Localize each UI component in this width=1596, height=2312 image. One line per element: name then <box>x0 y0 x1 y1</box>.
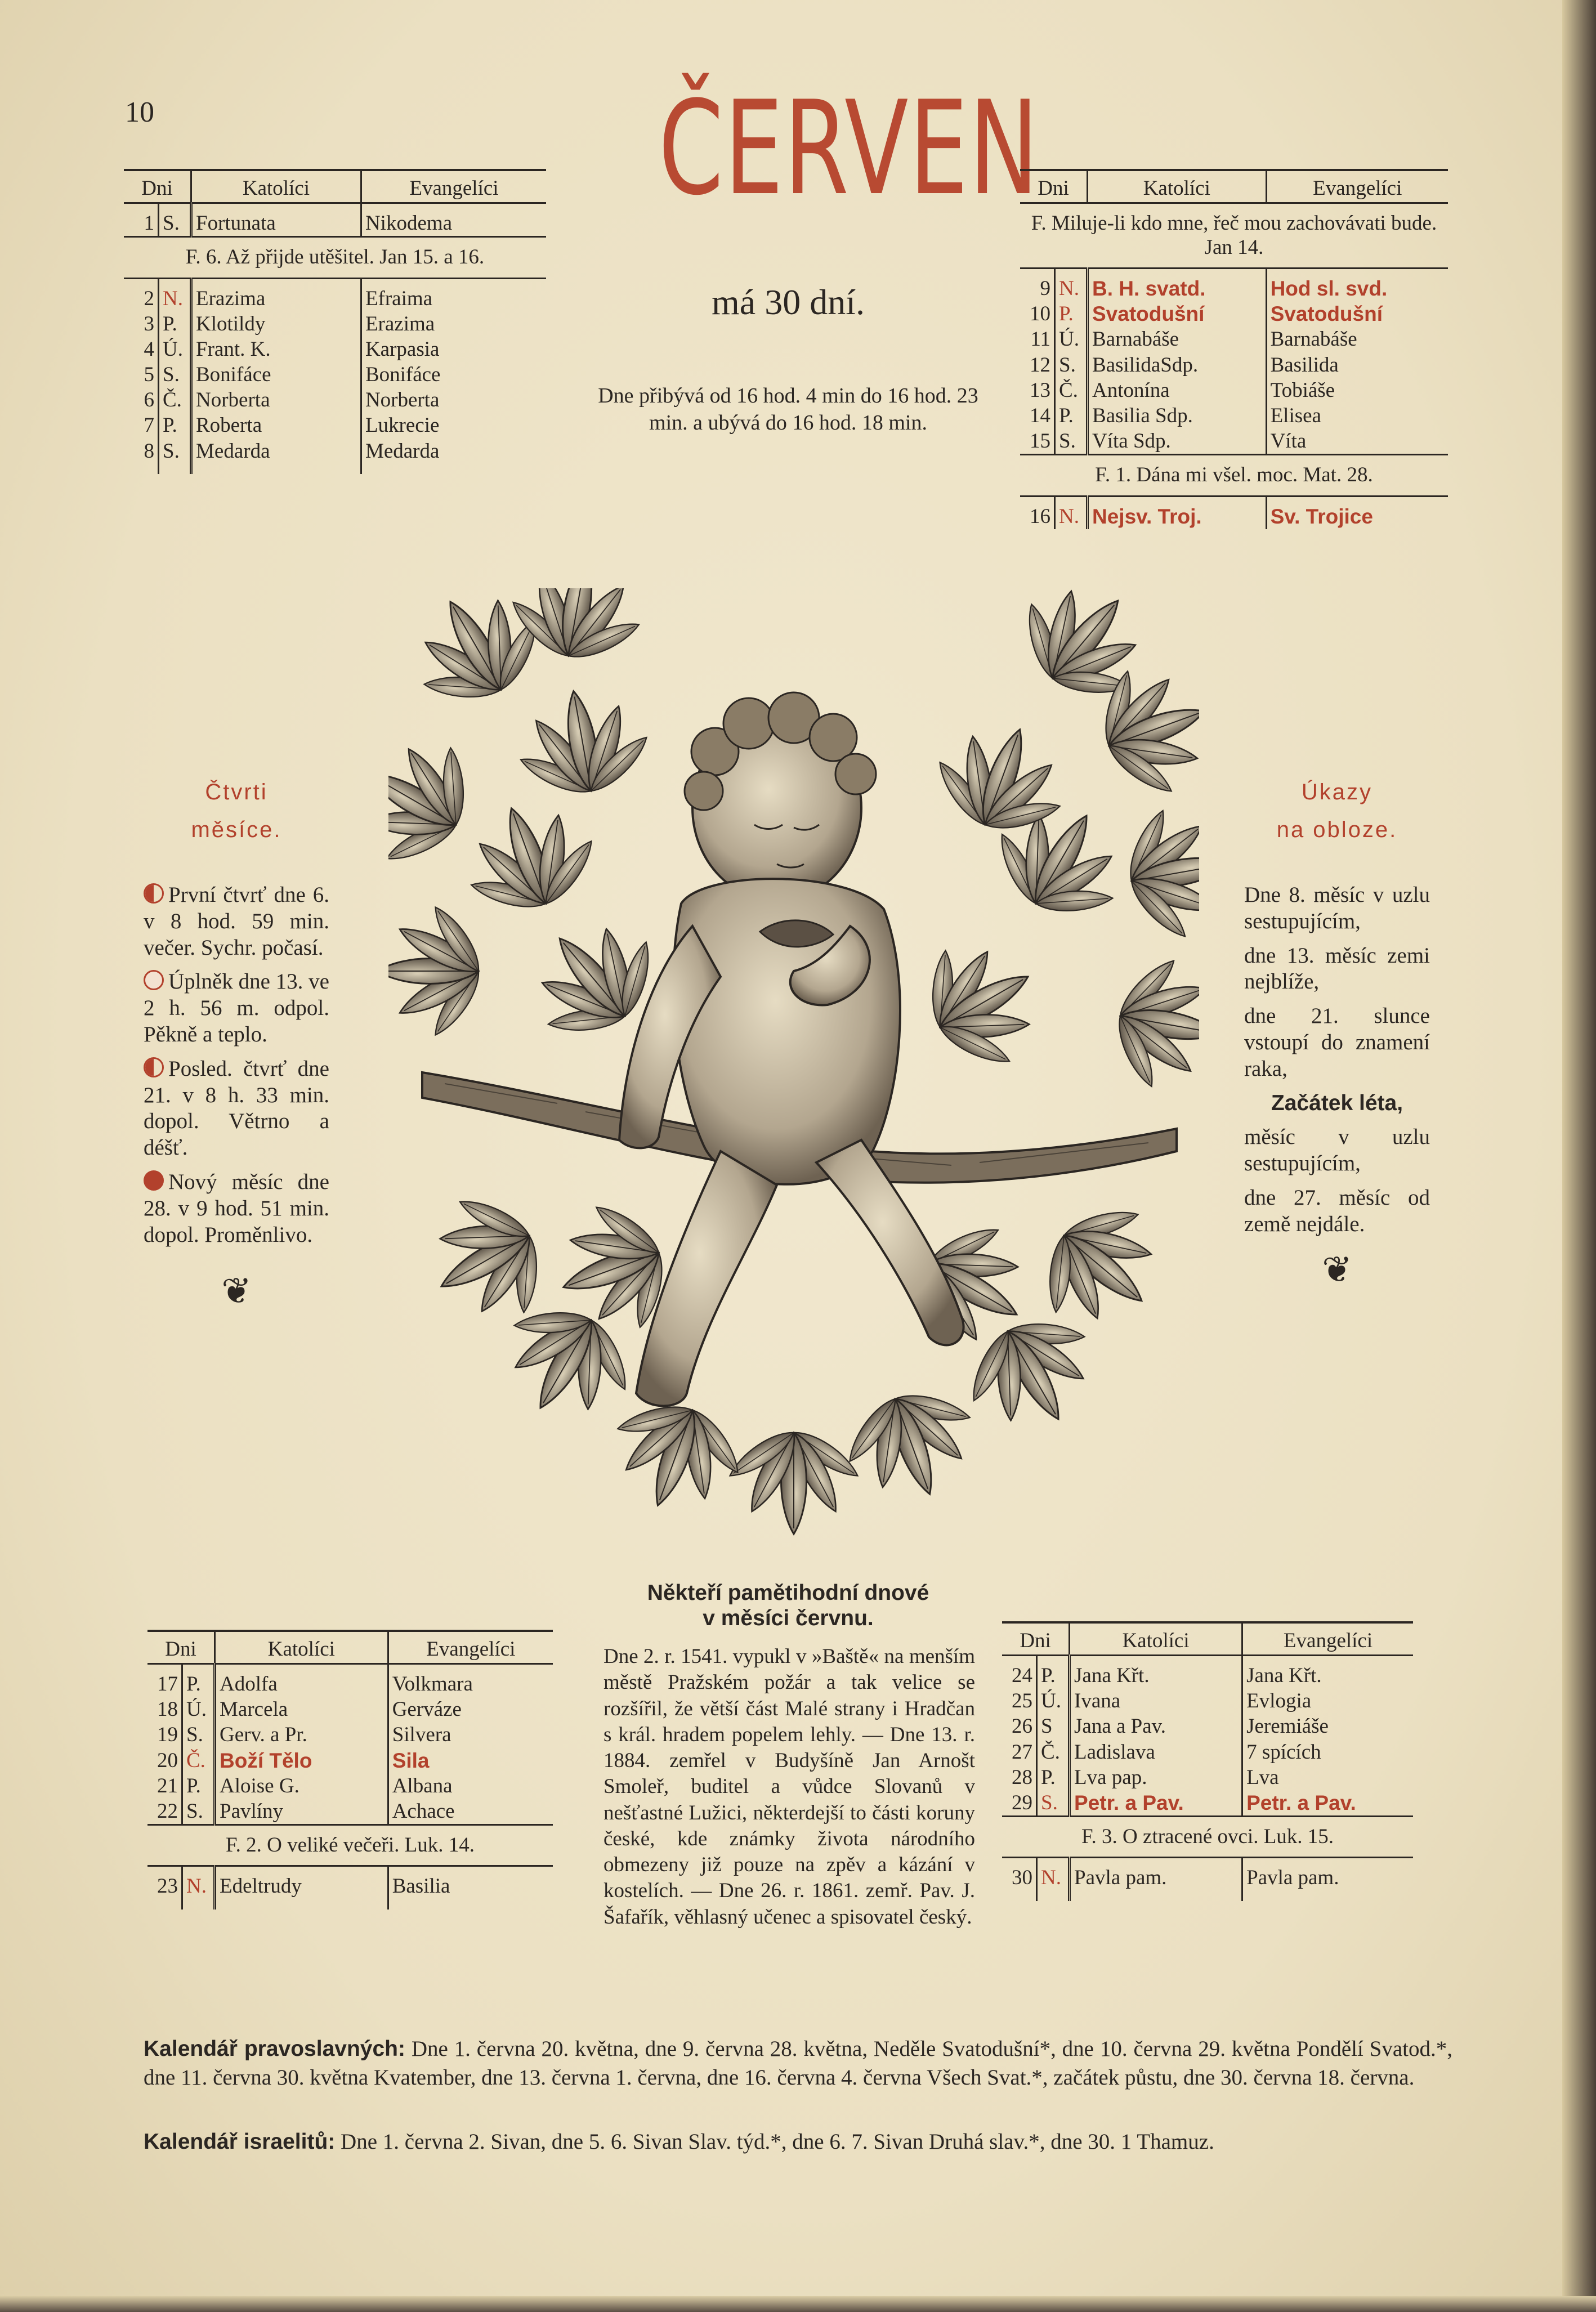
weekday: P. <box>182 1664 215 1697</box>
evangelic-name: Svatodušní <box>1266 301 1448 327</box>
catholic-name: Bonifáce <box>191 362 361 387</box>
evangelic-name: Efraima <box>361 278 546 311</box>
weekday: P. <box>182 1773 215 1799</box>
evangelic-name: Lva <box>1242 1765 1413 1790</box>
table-row <box>1002 1739 1413 1765</box>
catholic-name: Petr. a Pav. <box>1070 1790 1242 1817</box>
day-number: 4 <box>144 338 154 361</box>
catholic-name: Pavlíny <box>215 1799 388 1825</box>
table-row <box>124 362 546 387</box>
catholic-name: Jana a Pav. <box>1070 1714 1242 1739</box>
weekday: P. <box>1037 1765 1070 1790</box>
col-catholic: Katolíci <box>1088 170 1267 203</box>
evangelic-name: Lukrecie <box>361 413 546 438</box>
day-number: 29 <box>1012 1791 1032 1814</box>
table-row <box>1002 1688 1413 1714</box>
col-evangelic: Evangelíci <box>1242 1622 1413 1656</box>
leaf-cluster <box>918 706 1085 856</box>
evangelic-name: Albana <box>388 1773 553 1799</box>
evangelic-name: Norberta <box>361 387 546 413</box>
gospel-note: F. 2. O veliké večeři. Luk. 14. <box>147 1824 553 1866</box>
evangelic-name: Hod sl. svd. <box>1266 269 1448 302</box>
table-row <box>124 413 546 438</box>
col-catholic: Katolíci <box>1070 1622 1242 1656</box>
weekday: N. <box>1037 1858 1070 1891</box>
page-edge-bottom <box>0 2296 1596 2312</box>
catholic-name: Jana Křt. <box>1070 1656 1242 1689</box>
evangelic-name: Barnabáše <box>1266 327 1448 352</box>
leaf-cluster <box>898 917 1062 1092</box>
evangelic-name: Volkmara <box>388 1664 553 1697</box>
day-number: 16 <box>1030 504 1050 528</box>
memorable-title <box>602 1581 974 1631</box>
evangelic-name: Medarda <box>361 439 546 464</box>
table-row <box>1002 1656 1413 1689</box>
day-number: 18 <box>157 1698 178 1721</box>
gospel-note: F. 6. Až přijde utěšitel. Jan 15. a 16. <box>124 237 546 279</box>
first-quarter-icon <box>144 883 164 904</box>
calendar-table-2 <box>1020 169 1448 529</box>
table-row <box>147 1664 553 1697</box>
catholic-name: Lva pap. <box>1070 1765 1242 1790</box>
memorable-title-line-1: Někteří pamětihodní dnové <box>647 1581 929 1605</box>
day-number: 17 <box>157 1672 178 1696</box>
day-number: 14 <box>1030 404 1050 427</box>
day-number: 13 <box>1030 378 1050 402</box>
col-days: Dni <box>1020 170 1088 203</box>
evangelic-name: Basilida <box>1266 352 1448 378</box>
sky-item: dne 13. měsíc zemi nejblíže, <box>1244 943 1430 994</box>
leaf-cluster <box>725 1425 863 1534</box>
table-row <box>147 1697 553 1722</box>
catholic-name: BasilidaSdp. <box>1088 352 1267 378</box>
weekday: S. <box>182 1799 215 1825</box>
leaf-cluster <box>481 1278 655 1442</box>
sky-heading-2: na obloze. <box>1276 817 1398 842</box>
catholic-name: Medarda <box>191 439 361 464</box>
evangelic-name: Silvera <box>388 1722 553 1747</box>
col-days: Dni <box>147 1631 215 1664</box>
catholic-name: Antonína <box>1088 378 1267 403</box>
moon-phase-first: První čtvrť dne 6. v 8 hod. 59 min. večer. Sychr. počasí. <box>144 883 329 960</box>
catholic-name: Svatodušní <box>1088 301 1267 327</box>
israelite-label: Kalendář israelitů: <box>144 2130 336 2154</box>
day-number: 24 <box>1012 1664 1032 1688</box>
catholic-name: Pavla pam. <box>1070 1858 1242 1891</box>
weekday: N. <box>1055 496 1088 529</box>
fleuron-icon: ❦ <box>221 1271 252 1312</box>
evangelic-name: Basilia <box>388 1866 553 1899</box>
leaf-cluster <box>446 785 614 935</box>
gospel-note: F. Miluje-li kdo mne, řeč mou zachovávati bude. Jan 14. <box>1020 203 1448 269</box>
col-catholic: Katolíci <box>191 170 361 203</box>
moon-phase-full: Úplněk dne 13. ve 2 h. 56 m. odpol. Pěkně a teplo. <box>144 969 329 1047</box>
catholic-name: Aloise G. <box>215 1773 388 1799</box>
calendar-table-1 <box>124 169 546 474</box>
memorable-title-line-2: v měsíci červnu. <box>703 1606 874 1630</box>
day-number: 30 <box>1012 1866 1032 1890</box>
evangelic-name: Erazima <box>361 311 546 337</box>
day-number: 7 <box>144 414 154 437</box>
table-row <box>1020 403 1448 428</box>
weekday: Ú. <box>182 1697 215 1722</box>
catholic-name: Boží Tělo <box>215 1748 388 1773</box>
day-number: 28 <box>1012 1765 1032 1789</box>
table-row <box>147 1773 553 1799</box>
orthodox-calendar <box>144 2035 1452 2092</box>
weekday: P. <box>1055 301 1088 327</box>
col-evangelic: Evangelíci <box>361 170 546 203</box>
day-number: 8 <box>144 439 154 463</box>
evangelic-name: Achace <box>388 1799 553 1825</box>
page-edge-right <box>1562 0 1596 2312</box>
catholic-name: Gerv. a Pr. <box>215 1722 388 1747</box>
catholic-name: Klotildy <box>191 311 361 337</box>
weekday: Ú. <box>1037 1688 1070 1714</box>
day-number: 10 <box>1030 302 1050 326</box>
weekday: P. <box>159 413 191 438</box>
table-row <box>1020 269 1448 302</box>
month-subtitle: má 30 dní. <box>712 282 865 322</box>
weekday: N. <box>159 278 191 311</box>
weekday: S. <box>1055 352 1088 378</box>
table-row <box>124 337 546 362</box>
weekday: S. <box>1037 1790 1070 1817</box>
col-evangelic: Evangelíci <box>388 1631 553 1664</box>
moon-phase-new: Nový měsíc dne 28. v 9 hod. 51 min. dopol. Proměnlivo. <box>144 1169 329 1247</box>
table-row <box>1002 1858 1413 1891</box>
leaf-cluster <box>388 714 498 889</box>
moon-heading-1: Čtvrti <box>205 780 268 804</box>
moon-phases <box>144 780 329 1312</box>
table-row <box>1002 1790 1413 1817</box>
table-row <box>1020 378 1448 403</box>
weekday: S. <box>159 203 191 237</box>
weekday: N. <box>182 1866 215 1899</box>
sky-phenomena <box>1244 780 1430 1291</box>
day-number: 9 <box>1040 277 1050 301</box>
evangelic-name: Petr. a Pav. <box>1242 1790 1413 1817</box>
new-moon-icon <box>144 1170 164 1191</box>
day-number: 21 <box>157 1774 178 1797</box>
weekday: S <box>1037 1714 1070 1739</box>
weekday: S. <box>182 1722 215 1747</box>
evangelic-name: Elisea <box>1266 403 1448 428</box>
table-row <box>147 1748 553 1773</box>
col-days: Dni <box>1002 1622 1070 1656</box>
catholic-name: Ivana <box>1070 1688 1242 1714</box>
sky-heading-1: Úkazy <box>1301 780 1373 804</box>
month-title: ČERVEN <box>658 74 1040 224</box>
day-number: 20 <box>157 1748 178 1772</box>
evangelic-name: Evlogia <box>1242 1688 1413 1714</box>
leaf-cluster <box>391 588 565 731</box>
israelite-calendar <box>144 2128 1452 2157</box>
leaf-cluster <box>388 902 486 1040</box>
day-number: 15 <box>1030 429 1050 453</box>
weekday: P. <box>1055 403 1088 428</box>
evangelic-name: Tobiáše <box>1266 378 1448 403</box>
evangelic-name: Jeremiáše <box>1242 1714 1413 1739</box>
evangelic-name: Jana Křt. <box>1242 1656 1413 1689</box>
day-number: 6 <box>144 388 154 412</box>
catholic-name: Roberta <box>191 413 361 438</box>
evangelic-name: Sila <box>388 1748 553 1773</box>
leaf-cluster <box>1101 946 1199 1102</box>
catholic-name: Basilia Sdp. <box>1088 403 1267 428</box>
moon-phase-last: Posled. čtvrť dne 21. v 8 h. 33 min. dopol. Větrno a déšť. <box>144 1056 329 1160</box>
weekday: Č. <box>1037 1739 1070 1765</box>
catholic-name: Adolfa <box>215 1664 388 1697</box>
calendar-table-3 <box>147 1630 553 1909</box>
catholic-name: Erazima <box>191 278 361 311</box>
table-row <box>124 387 546 413</box>
sky-item-summer: Začátek léta, <box>1271 1090 1403 1115</box>
sky-item: dne 21. slunce vstoupí do znamení raka, <box>1244 1004 1430 1081</box>
evangelic-name: Gerváze <box>388 1697 553 1722</box>
table-row <box>124 278 546 311</box>
weekday: Ú. <box>159 337 191 362</box>
sky-item: měsíc v uzlu sestupujícím, <box>1244 1125 1430 1176</box>
table-row <box>147 1866 553 1899</box>
leaf-cluster <box>828 1368 995 1518</box>
col-days: Dni <box>124 170 191 203</box>
evangelic-name: Karpasia <box>361 337 546 362</box>
cherub-illustration <box>388 588 1199 1540</box>
table-row <box>124 311 546 337</box>
day-number: 11 <box>1030 328 1050 351</box>
catholic-name: Norberta <box>191 387 361 413</box>
sky-item: dne 27. měsíc od země nejdále. <box>1244 1185 1430 1236</box>
full-moon-icon <box>144 970 164 990</box>
table-row <box>124 439 546 464</box>
day-number: 1 <box>144 212 154 235</box>
evangelic-name: Pavla pam. <box>1242 1858 1413 1891</box>
evangelic-name: Bonifáce <box>361 362 546 387</box>
table-row <box>124 203 546 237</box>
sky-item: Dne 8. měsíc v uzlu sestupujícím, <box>1244 883 1430 933</box>
weekday: S. <box>159 439 191 464</box>
weekday: Ú. <box>1055 327 1088 352</box>
weekday: S. <box>159 362 191 387</box>
weekday: S. <box>1055 428 1088 455</box>
day-number: 19 <box>157 1723 178 1747</box>
table-row <box>1020 301 1448 327</box>
catholic-name: Marcela <box>215 1697 388 1722</box>
table-row <box>1020 352 1448 378</box>
catholic-name: Fortunata <box>191 203 361 237</box>
calendar-table-4 <box>1002 1621 1413 1901</box>
evangelic-name: 7 spících <box>1242 1739 1413 1765</box>
col-evangelic: Evangelíci <box>1266 170 1448 203</box>
weekday: P. <box>159 311 191 337</box>
day-number: 5 <box>144 363 154 387</box>
weekday: N. <box>1055 269 1088 302</box>
fleuron-icon: ❦ <box>1322 1249 1352 1290</box>
table-row <box>147 1799 553 1825</box>
weekday: Č. <box>1055 378 1088 403</box>
day-number: 25 <box>1012 1689 1032 1713</box>
orthodox-text: Dne 1. června 20. května, dne 9. června 28. května, Neděle Svatodušní*, dne 10. června 29. května Pondělí Svatod.*, dne 11. června 30. května Kvatember, dne 13. června 1. června, dne 16. června 4. června Všech Svat.*, začátek půstu, dne 30. června 18. června. <box>144 2037 1453 2090</box>
day-number: 26 <box>1012 1715 1032 1738</box>
memorable-text: Dne 2. r. 1541. vypukl v »Baště« na menším městě Pražském požár a tak velice se rozšířil, že větší část Malé strany i Hradčan s král. hradem popelem lehly. — Dne 13. r. 1884. zemřel v Budyšíně Jan Arnošt Smoleř, buditel a vůdce Slovanů v nešťastné Lužici, některdejší to části koruny české, kde známky života národního obmezeny již pouze na zpěv a kázání v kostelích. — Dne 26. r. 1861. zemř. Pav. J. Šafařík, věhlasný učenec a spisovatel český. <box>603 1645 975 1929</box>
table-row <box>1020 428 1448 455</box>
day-number: 2 <box>144 287 154 310</box>
catholic-name: Nejsv. Troj. <box>1088 496 1267 529</box>
leaf-cluster <box>506 679 661 811</box>
weekday: P. <box>1037 1656 1070 1689</box>
table-row <box>1002 1714 1413 1739</box>
day-number: 12 <box>1030 353 1050 377</box>
evangelic-name: Nikodema <box>361 203 546 237</box>
leaf-cluster <box>1112 795 1199 951</box>
catholic-name: Víta Sdp. <box>1088 428 1267 455</box>
day-length-note: Dne přibývá od 16 hod. 4 min do 16 hod. 23 min. a ubývá do 16 hod. 18 min. <box>598 384 978 435</box>
day-number: 27 <box>1012 1740 1032 1764</box>
weekday: Č. <box>182 1748 215 1773</box>
table-row <box>1020 496 1448 529</box>
day-number: 3 <box>144 312 154 336</box>
table-row <box>1020 327 1448 352</box>
catholic-name: B. H. svatd. <box>1088 269 1267 302</box>
table-row <box>147 1722 553 1747</box>
col-catholic: Katolíci <box>215 1631 388 1664</box>
moon-heading-2: měsíce. <box>191 817 282 842</box>
last-quarter-icon <box>144 1057 164 1077</box>
page-number: 10 <box>125 96 154 128</box>
day-number: 23 <box>157 1875 178 1898</box>
catholic-name: Barnabáše <box>1088 327 1267 352</box>
weekday: Č. <box>159 387 191 413</box>
day-number: 22 <box>157 1799 178 1823</box>
evangelic-name: Víta <box>1266 428 1448 455</box>
israelite-text: Dne 1. června 2. Sivan, dne 5. 6. Sivan Slav. týd.*, dne 6. 7. Sivan Druhá slav.*, dne 30. 1 Thamuz. <box>341 2130 1214 2154</box>
catholic-name: Frant. K. <box>191 337 361 362</box>
table-row <box>1002 1765 1413 1790</box>
evangelic-name: Sv. Trojice <box>1266 496 1448 529</box>
gospel-note: F. 1. Dána mi všel. moc. Mat. 28. <box>1020 455 1448 497</box>
catholic-name: Edeltrudy <box>215 1866 388 1899</box>
catholic-name: Ladislava <box>1070 1739 1242 1765</box>
orthodox-label: Kalendář pravoslavných: <box>144 2037 405 2061</box>
gospel-note: F. 3. O ztracené ovci. Luk. 15. <box>1002 1816 1413 1858</box>
